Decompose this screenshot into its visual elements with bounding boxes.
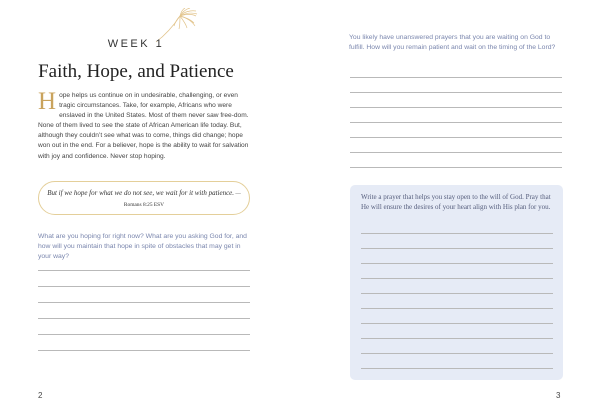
writing-line (361, 263, 553, 264)
writing-line (350, 122, 562, 123)
quote-text: But if we hope for what we do not see, we wait for it with patience. (47, 189, 235, 197)
body-text: ope helps us continue on in undesirable, challenging, or even tragic circumstances. Take, for example, Africans who were enslaved in the United States. Most of them never saw free-dom. None of them lived to see the state of African American life today. But, although they couldn’t see what was to come, things did change; hope won out in the end. For a believer, hope is the ability to wait for salvation with joy and confidence. Never stop hoping. (38, 92, 249, 160)
writing-line (361, 338, 553, 339)
writing-line (350, 107, 562, 108)
writing-line (350, 167, 562, 168)
writing-line (350, 77, 562, 78)
journal-prompt: What are you hoping for right now? What are you asking God for, and how will you maintain that hope in spite of obstacles that may get in your way? (38, 233, 247, 261)
writing-line (361, 353, 553, 354)
writing-line (38, 286, 250, 287)
writing-line (361, 248, 553, 249)
page-title: Faith, Hope, and Patience (38, 61, 234, 82)
scripture-quote (38, 181, 250, 215)
writing-line (361, 233, 553, 234)
writing-line (350, 152, 562, 153)
prayer-prompt: Write a prayer that helps you stay open to the will of God. Pray that He will ensure the desires of your heart align with His plan for you. (361, 193, 551, 211)
writing-line (38, 334, 250, 335)
journal-prompt: You likely have unanswered prayers that you are waiting on God to fulfill. How will you remain patient and wait on the timing of the Lord? (349, 34, 556, 52)
right-page (300, 0, 600, 419)
writing-lines (361, 233, 553, 373)
drop-cap: H (38, 88, 57, 115)
writing-line (350, 137, 562, 138)
quote-reference: — Romans 8:25 ESV (123, 191, 241, 208)
page-number: 2 (38, 391, 43, 400)
writing-line (38, 350, 250, 351)
week-label: WEEK 1 (107, 38, 165, 50)
writing-lines (38, 270, 250, 360)
writing-line (361, 323, 553, 324)
writing-line (350, 92, 562, 93)
writing-line (38, 318, 250, 319)
writing-line (361, 278, 553, 279)
writing-line (38, 302, 250, 303)
writing-lines (350, 77, 562, 172)
writing-line (361, 308, 553, 309)
page-number: 3 (556, 391, 561, 400)
writing-line (361, 368, 553, 369)
body-paragraph (38, 88, 252, 162)
writing-line (38, 270, 250, 271)
prayer-box (350, 185, 563, 380)
writing-line (361, 293, 553, 294)
